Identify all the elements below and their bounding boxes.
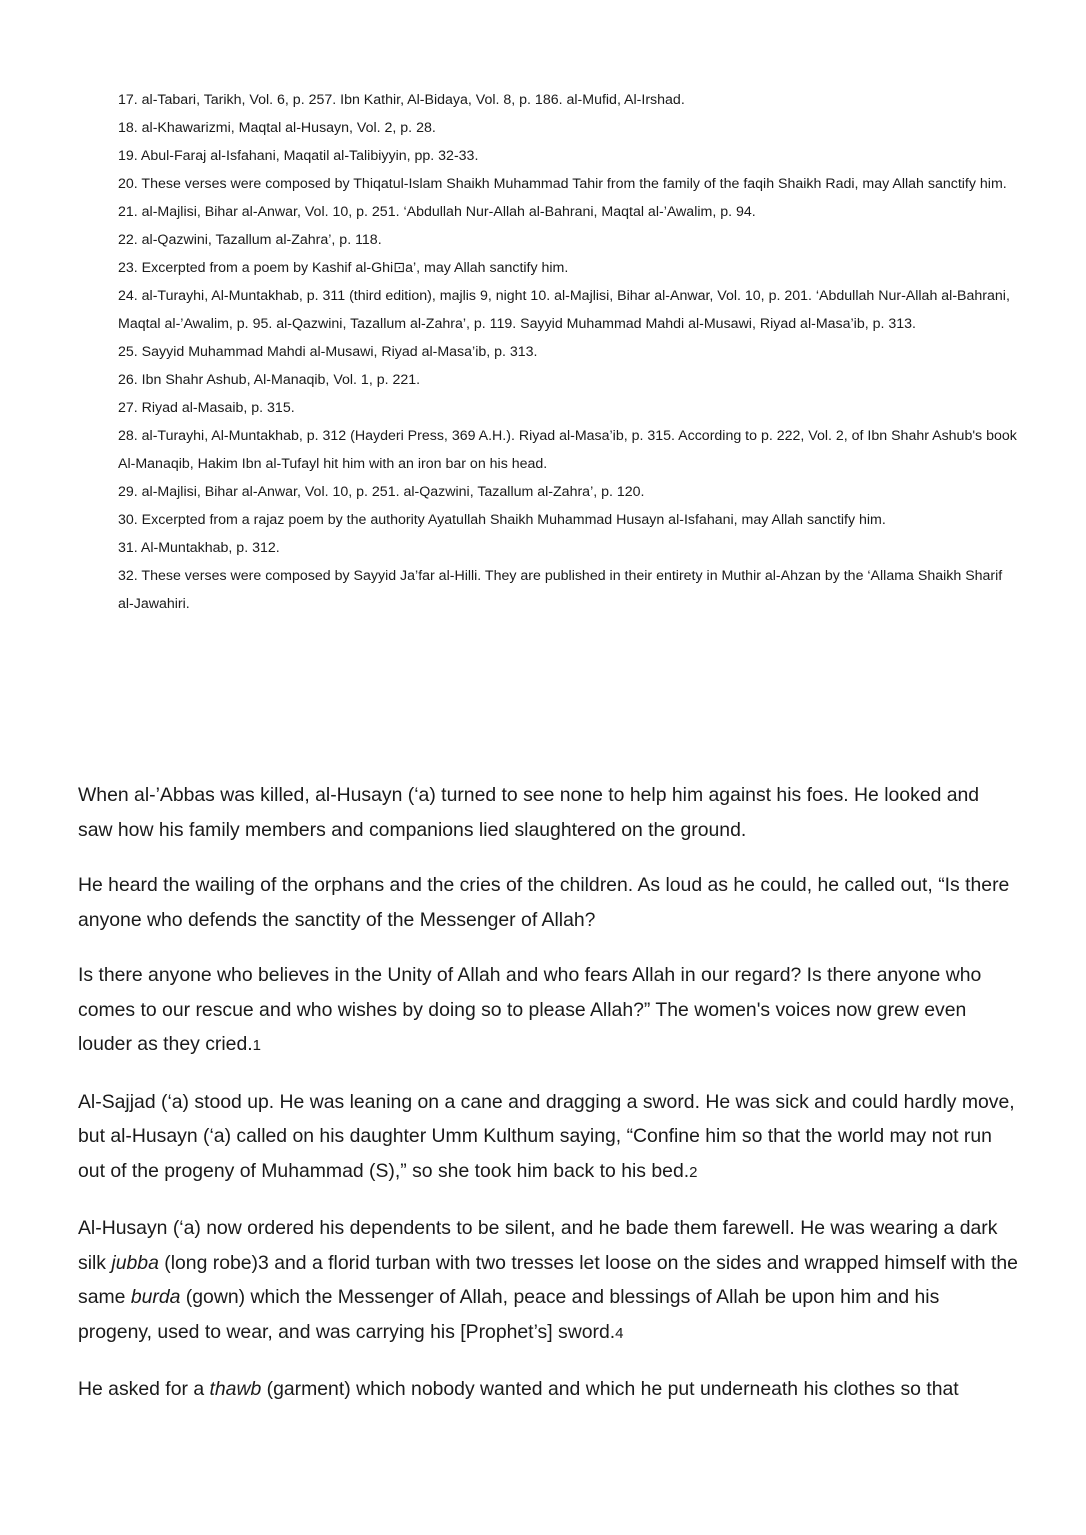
endnote-20: 20. These verses were composed by Thiqatul-Islam Shaikh Muhammad Tahir from the family of the faqih Shaikh Radi, may Allah sanctify him.	[118, 176, 1007, 192]
term-jubba: jubba	[111, 1251, 159, 1274]
endnote-17: 17. al-Tabari, Tarikh, Vol. 6, p. 257. Ibn Kathir, Al-Bidaya, Vol. 8, p. 186. al-Mufid, Al-Irshad.	[118, 92, 685, 108]
footnote-ref-1[interactable]: 1	[252, 1037, 261, 1054]
endnote-25: 25. Sayyid Muhammad Mahdi al-Musawi, Riyad al-Masa’ib, p. 313.	[118, 344, 538, 360]
endnote-26: 26. Ibn Shahr Ashub, Al-Manaqib, Vol. 1, p. 221.	[118, 372, 421, 388]
term-thawb: thawb	[209, 1378, 262, 1400]
paragraph-3	[78, 958, 1018, 1064]
paragraph-5-part-c: and a florid turban with two tresses let loose on the sides and wrapped himself with the same	[78, 1251, 1018, 1308]
endnote-32: 32. These verses were composed by Sayyid Ja’far al-Hilli. They are published in their entirety in Muthir al-Ahzan by the ‘Allama Shaikh Sharif al-Jawahiri.	[118, 568, 1003, 612]
paragraph-6-part-b: (garment) which nobody wanted and which he put underneath his clothes so that	[261, 1378, 959, 1400]
footnote-ref-4[interactable]: 4	[615, 1324, 624, 1342]
endnote-31: 31. Al-Muntakhab, p. 312.	[118, 540, 280, 556]
paragraph-2: He heard the wailing of the orphans and the cries of the children. As loud as he could, he called out, “Is there anyone who defends the sanctity of the Messenger of Allah?	[78, 874, 1010, 931]
paragraph-1: When al-’Abbas was killed, al-Husayn (‘a) turned to see none to help him against his foes. He looked and saw how his family members and companions lied slaughtered on the ground.	[78, 784, 980, 841]
endnote-29: 29. al-Majlisi, Bihar al-Anwar, Vol. 10, p. 251. al-Qazwini, Tazallum al-Zahra’, p. 120.	[118, 484, 645, 500]
paragraph-4	[78, 1085, 1018, 1191]
chapter-body	[78, 778, 1018, 1428]
paragraph-3-text: Is there anyone who believes in the Unity of Allah and who fears Allah in our regard? Is there anyone who comes to our rescue and who wishes by doing so to please Allah?” The women's voices now grew even louder as they cried.	[78, 964, 982, 1055]
endnote-22: 22. al-Qazwini, Tazallum al-Zahra’, p. 118.	[118, 232, 382, 248]
endnote-23: 23. Excerpted from a poem by Kashif al-Ghi⊡a’, may Allah sanctify him.	[118, 260, 569, 276]
paragraph-6	[78, 1372, 1018, 1407]
paragraph-4-text: Al-Sajjad (‘a) stood up. He was leaning on a cane and dragging a sword. He was sick and could hardly move, but al-Husayn (‘a) called on his daughter Umm Kulthum saying, “Confine him so that the world may not run out of the progeny of Muhammad (S),” so she took him back to his bed.	[78, 1090, 1015, 1182]
footnote-ref-2[interactable]: 2	[689, 1163, 698, 1181]
endnotes-list	[118, 86, 1018, 618]
paragraph-5	[78, 1211, 1018, 1351]
endnote-19: 19. Abul-Faraj al-Isfahani, Maqatil al-Talibiyyin, pp. 32-33.	[118, 148, 479, 164]
endnote-30: 30. Excerpted from a rajaz poem by the authority Ayatullah Shaikh Muhammad Husayn al-Isfahani, may Allah sanctify him.	[118, 512, 886, 528]
endnote-28: 28. al-Turayhi, Al-Muntakhab, p. 312 (Hayderi Press, 369 A.H.). Riyad al-Masa’ib, p. 315. According to p. 222, Vol. 2, of Ibn Shahr Ashub's book Al-Manaqib, Hakim Ibn al-Tufayl hit him with an iron bar on his head.	[118, 428, 1017, 472]
term-burda: burda	[130, 1286, 181, 1308]
paragraph-5-part-b: (long robe)	[158, 1251, 259, 1274]
endnote-21: 21. al-Majlisi, Bihar al-Anwar, Vol. 10, p. 251. ‘Abdullah Nur-Allah al-Bahrani, Maqtal al-’Awalim, p. 94.	[118, 204, 756, 220]
endnote-24: 24. al-Turayhi, Al-Muntakhab, p. 311 (third edition), majlis 9, night 10. al-Majlisi, Bihar al-Anwar, Vol. 10, p. 201. ‘Abdullah Nur-Allah al-Bahrani, Maqtal al-’Awalim, p. 95. al-Qazwini, Tazallum al-Zahra’, p. 119. Sayyid Muhammad Mahdi al-Musawi, Riyad al-Masa’ib, p. 313.	[118, 288, 1010, 332]
paragraph-5-part-d: (gown) which the Messenger of Allah, peace and blessings of Allah be upon him and his progeny, used to wear, and was carrying his [Prophet’s] sword.	[78, 1286, 940, 1343]
paragraph-5-part-a: Al-Husayn (‘a) now ordered his dependents to be silent, and he bade them farewell. He was wearing a dark silk	[78, 1217, 998, 1274]
footnote-ref-3[interactable]: 3	[258, 1251, 269, 1274]
endnote-18: 18. al-Khawarizmi, Maqtal al-Husayn, Vol. 2, p. 28.	[118, 120, 436, 136]
endnote-27: 27. Riyad al-Masaib, p. 315.	[118, 400, 295, 416]
paragraph-6-part-a: He asked for a	[78, 1378, 210, 1400]
